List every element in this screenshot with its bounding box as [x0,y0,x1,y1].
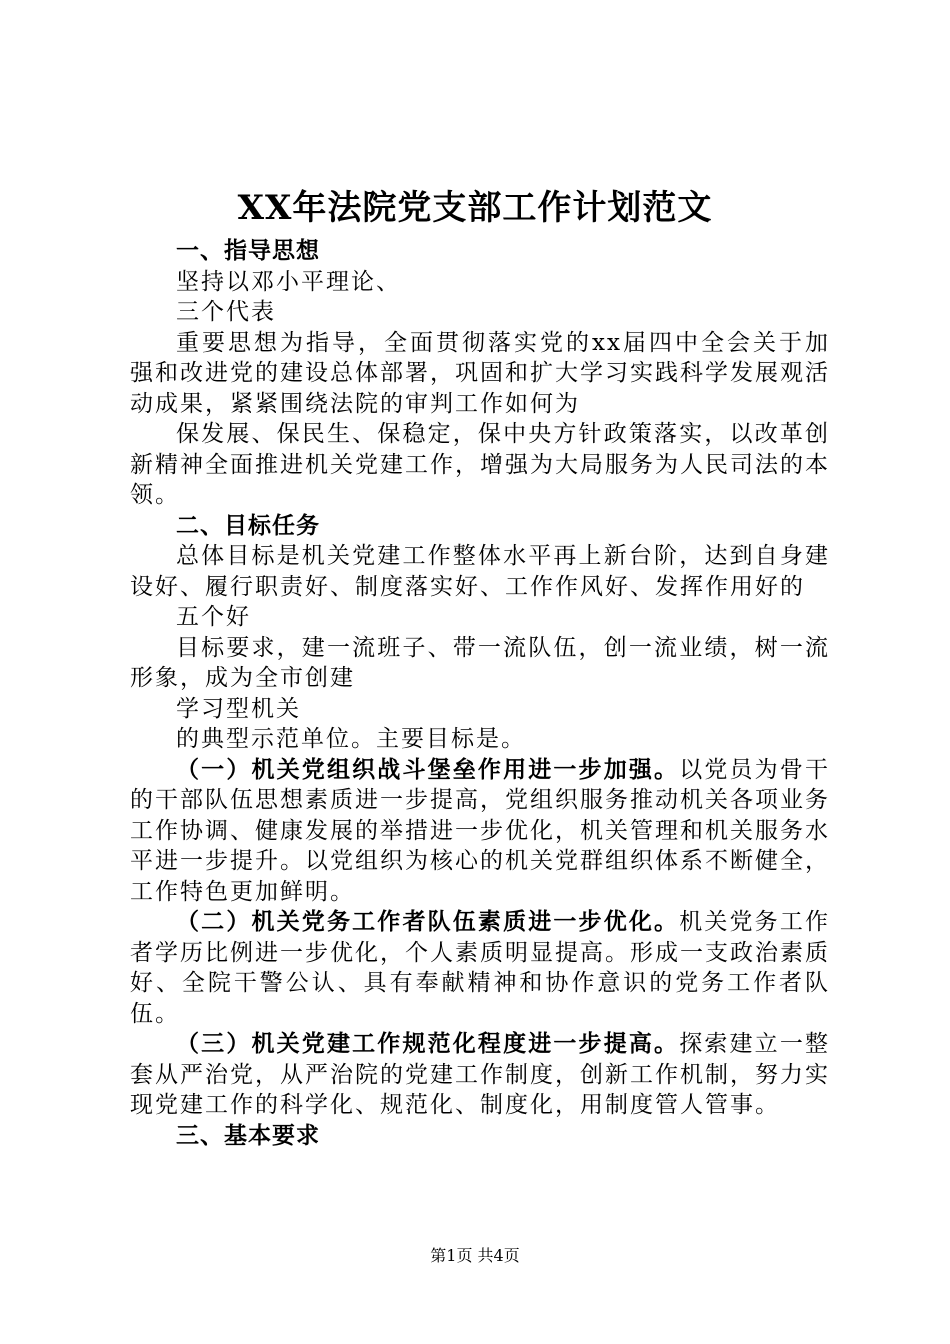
goal-item-title: （二）机关党务工作者队伍素质进一步优化。 [176,908,680,935]
paragraph-line: 坚持以邓小平理论、 [176,268,401,295]
paragraph: 总体目标是机关党建工作整体水平再上新台阶，达到自身建设好、履行职责好、制度落实好、工作作风好、发挥作用好的 [130,543,830,600]
paragraph: 保发展、保民生、保稳定，保中央方针政策落实，以改革创新精神全面推进机关党建工作，增强为大局服务为人民司法的本领。 [130,421,830,508]
section-heading-guiding-ideology: 一、指导思想 [176,237,320,264]
paragraph-line: 五个好 [176,604,251,630]
goal-item-text: 以党员为骨干的干部队伍思想素质进一步提高，党组织服务推动机关各项业务工作协调、健康发展的举措进一步优化，机关管理和机关服务水平进一步提升。以党组织为核心的机关党群组织体系不断健全，工作特色更加鲜明。 [130,756,831,905]
goal-item-title: （三）机关党建工作规范化程度进一步提高。 [176,1030,680,1057]
section-heading-basic-requirements: 三、基本要求 [176,1121,320,1149]
paragraph: 目标要求，建一流班子、带一流队伍，创一流业绩，树一流形象，成为全市创建 [130,634,830,691]
document-title: XX年法院党支部工作计划范文 [237,188,713,228]
goal-item-3 [130,1029,830,1121]
goal-item-text: 机关党务工作者学历比例进一步优化，个人素质明显提高。形成一支政治素质好、全院干警公认、具有奉献精神和协作意识的党务工作者队伍。 [130,909,831,1027]
goal-item-2 [130,907,830,1029]
paragraph: 重要思想为指导，全面贯彻落实党的xx届四中全会关于加强和改进党的建设总体部署，巩固和扩大学习实践科学发展观活动成果，紧紧围绕法院的审判工作如何为 [130,329,830,417]
goal-item-title: （一）机关党组织战斗堡垒作用进一步加强。 [176,755,680,783]
paragraph-line: 的典型示范单位。主要目标是。 [176,726,526,752]
paragraph-line: 三个代表 [176,299,276,325]
page-footer: 第1页 共4页 [430,1246,520,1265]
document-body [130,236,830,1151]
paragraph-line: 学习型机关 [176,695,301,722]
section-heading-goals: 二、目标任务 [176,511,320,539]
goal-item-text: 探索建立一整套从严治党，从严治院的党建工作制度，创新工作机制，努力实现党建工作的科学化、规范化、制度化，用制度管人管事。 [130,1031,831,1118]
goal-item-1 [130,755,830,908]
